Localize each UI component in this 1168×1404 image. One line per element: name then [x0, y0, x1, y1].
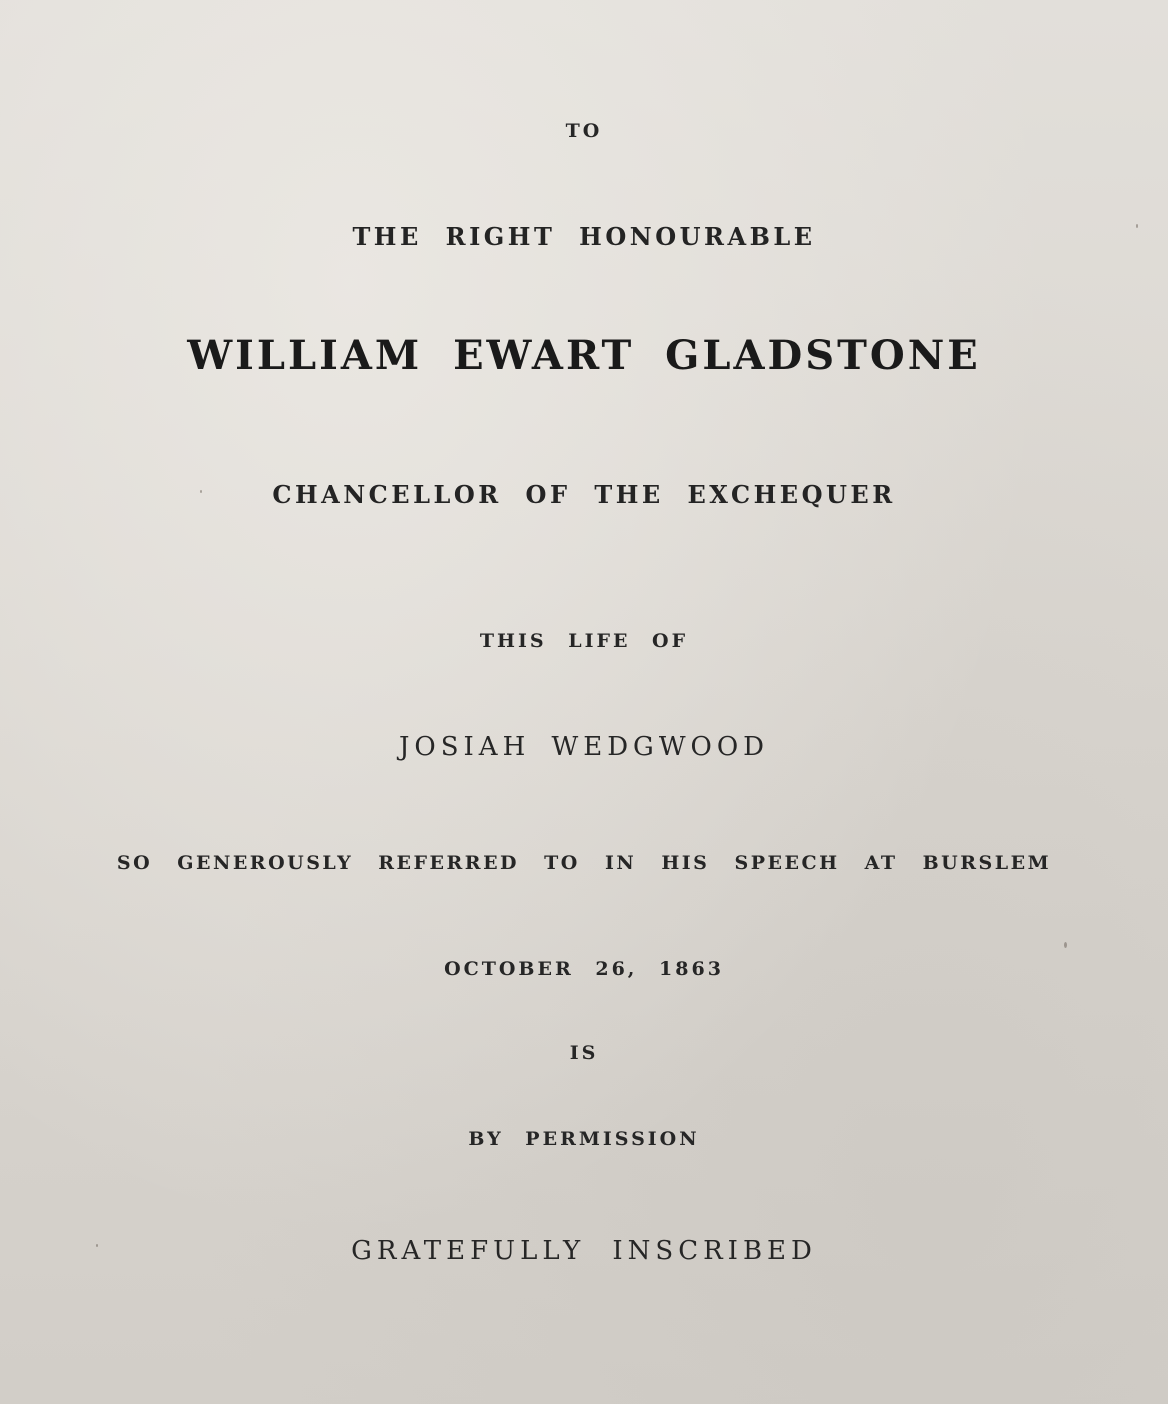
subject-name: JOSIAH WEDGWOOD — [398, 732, 770, 762]
speech-date: OCTOBER 26, 1863 — [444, 958, 724, 980]
dedicatee-name: WILLIAM EWART GLADSTONE — [187, 332, 981, 379]
referred-line: SO GENEROUSLY REFERRED TO IN HIS SPEECH AT BURSLEM — [116, 852, 1052, 874]
dedicatee-office: CHANCELLOR OF THE EXCHEQUER — [272, 480, 896, 509]
by-permission: BY PERMISSION — [468, 1128, 700, 1150]
paper-speck — [1064, 942, 1067, 948]
this-life-of: THIS LIFE OF — [479, 630, 689, 652]
paper-speck — [200, 490, 202, 493]
paper-speck — [96, 1244, 98, 1247]
gratefully-inscribed: GRATEFULLY INSCRIBED — [351, 1236, 817, 1266]
dedication-to: TO — [565, 120, 603, 142]
paper-speck — [1136, 224, 1138, 228]
dedication-is: IS — [569, 1042, 599, 1064]
dedication-title: THE RIGHT HONOURABLE — [352, 222, 816, 251]
